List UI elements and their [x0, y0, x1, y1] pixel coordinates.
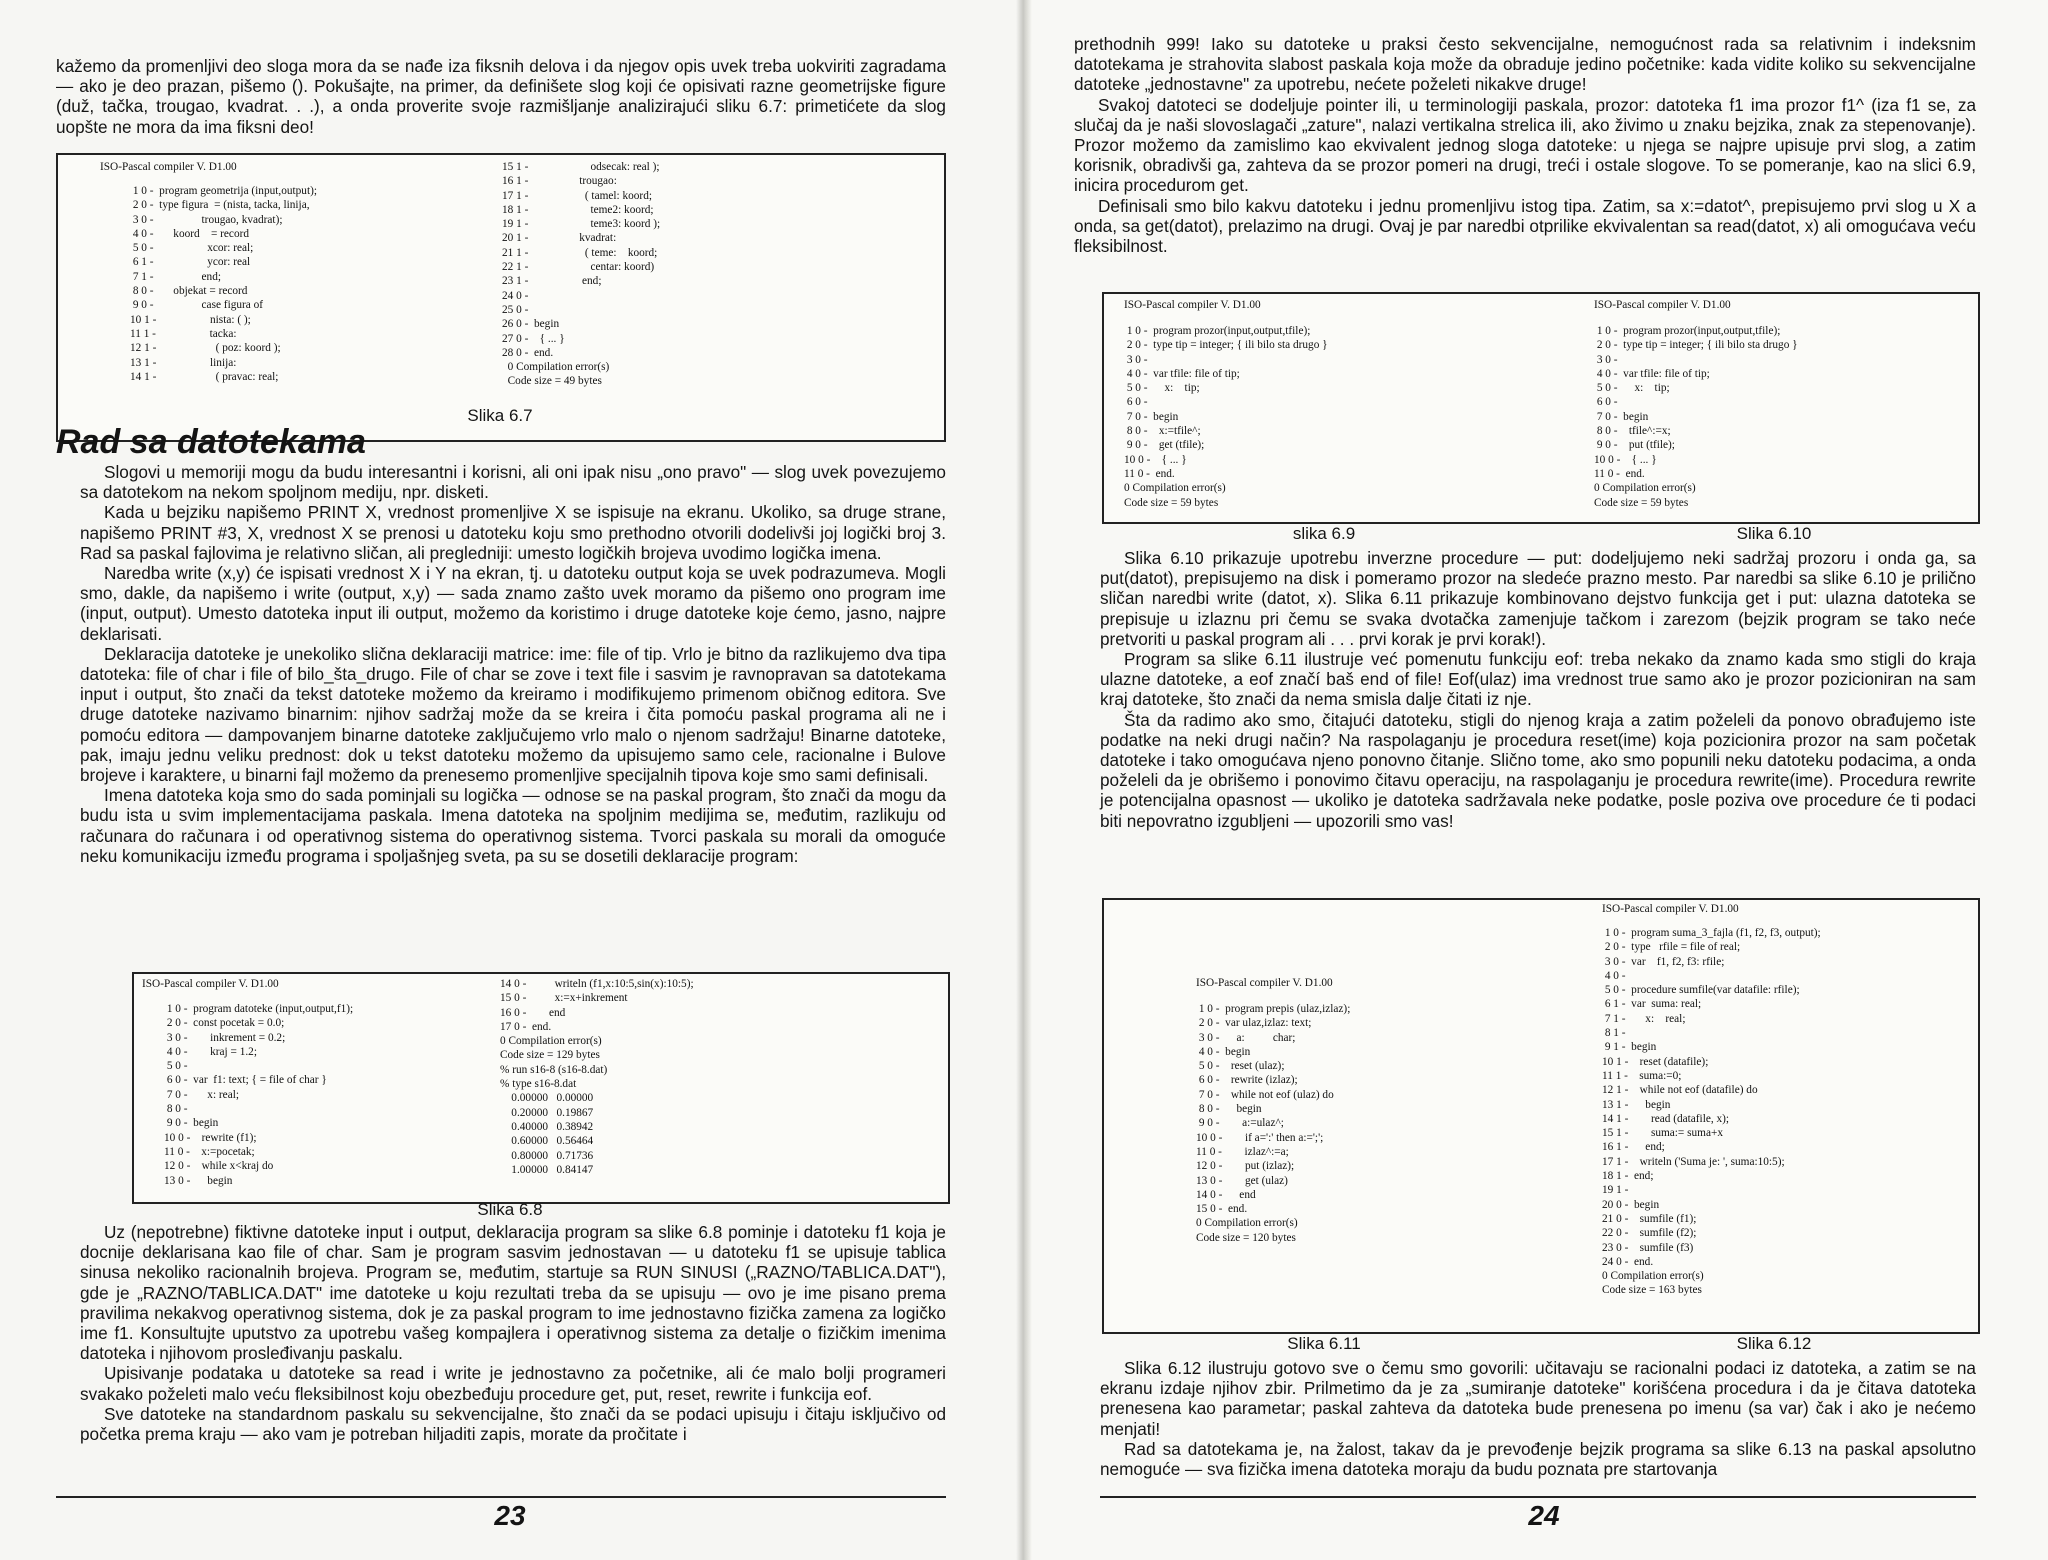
- code-column: 1 0 - program suma_3_fajla (f1, f2, f3, output); 2 0 - type rfile = file of real; 3 0 - var f1, f2, f3: rfile; 4 0 - 5 0 - procedure sumfile(var datafile: rfile); 6 1 - var suma: real; 7 1 - x: real; 8 1 - 9 1 - begin 10 1 - reset (datafile); 11 1 - suma:=0; 12 1 - while not eof (datafile) do 13 1 - begin 14 1 - read (datafile, x); 15 1 - suma:= suma+x 16 1 - end; 17 1 - writeln ('Suma je: ', suma:10:5); 18 1 - end; 19 1 - 20 0 - begin 21 0 - sumfile (f1); 22 0 - sumfile (f2); 23 0 - sumfile (f3) 24 0 - end. 0 Compilation error(s) Code size = 163 bytes: [1602, 927, 1821, 1297]
- section-heading: Rad sa datotekama: [56, 423, 366, 461]
- paragraph: Definisali smo bilo kakvu datoteku i jednu promenljivu istog tipa. Zatim, sa x:=datot^, prepisujemo prvi slog u X a onda, sa get(datot), prelazimo na drugi. Ovaj je par naredbi otprilike ekvivalentan sa read(datot, x) ali omogućava veću fleksibilnost.: [1074, 195, 1976, 257]
- figure-6-7-listing: [56, 153, 946, 442]
- code-column: 1 0 - program prepis (ulaz,izlaz); 2 0 - var ulaz,izlaz: text; 3 0 - a: char; 4 0 - begin 5 0 - reset (ulaz); 6 0 - rewrite (izlaz); 7 0 - while not eof (ulaz) do 8 0 - begin 9 0 - a:=ulaz^; 10 0 - if a=':' then a:=';'; 11 0 - izlaz^:=a; 12 0 - put (izlaz); 13 0 - get (ulaz) 14 0 - end 15 0 - end. 0 Compilation error(s) Code size = 120 bytes: [1196, 1003, 1351, 1244]
- code-column: 1 0 - program prozor(input,output,tfile); 2 0 - type tip = integer; { ili bilo sta drugo } 3 0 - 4 0 - var tfile: file of tip; 5 0 - x: tip; 6 0 - 7 0 - begin 8 0 - x:=tfile^; 9 0 - get (tfile); 10 0 - { ... } 11 0 - end. 0 Compilation error(s) Code size = 59 bytes: [1124, 325, 1328, 509]
- figure-caption: Slika 6.7: [467, 406, 533, 425]
- figure-caption: Slika 6.12: [1736, 1334, 1812, 1353]
- paragraph: Svakoj datoteci se dodeljuje pointer ili, u terminologiji paskala, prozor: datoteka f1 ima prozor f1^ (iza f1 se, za slučaj da je naši slovoslagači „zature", nalazi vertikalna strelica ili, ako živimo u znaku bejzika, znak za stepenovanje). Prozor možemo da zamislimo kao ekvivalent jednog sloga datoteke: u njega se najpre upisuje prvi slog, a zatim korisnik, obradivši ga, zahteva da se prozor pomeri na drugi, treći i ostale slogove. To se pomeranje, kao na slici 6.9, inicira procedurom get.: [1074, 94, 1976, 196]
- paragraph: Kada u bejziku napišemo PRINT X, vrednost promenljive X se ispisuje na ekranu. Ukoliko, sa druge strane, napišemo PRINT #3, X, vrednost X se prenosi u datoteku koju smo prethodno otvorili dodelivši joj logički broj 3. Rad sa paskal fajlovima je relativno sličan, ali pregledniji: umesto logičkih brojeva uvodimo logička imena.: [80, 502, 946, 563]
- paragraph: Upisivanje podataka u datoteke sa read i write je jednostavno za početnike, ali će malo bolji programeri svakako poželeti malo veću fleksibilnost koju obezbeđuju procedure get, put, reset, rewrite i funkcija eof.: [80, 1363, 946, 1404]
- code-column: 15 1 - odsecak: real ); 16 1 - trougao: 17 1 - ( tamel: koord; 18 1 - teme2: koord; 19 1 - teme3: koord ); 20 1 - kvadrat: 21 1 - ( teme: koord; 22 1 - centar: koord) 23 1 - end; 24 0 - 25 0 - 26 0 - begin 27 0 - { ... } 28 0 - end. 0 Compilation error(s) Code size = 49 bytes: [502, 161, 661, 388]
- compiler-header: ISO-Pascal compiler V. D1.00: [1594, 299, 1731, 311]
- paragraph: Rad sa datotekama je, na žalost, takav da je prevođenje bejzik programa sa slike 6.13 na paskal apsolutno nemoguće — sva fizička imena datoteka moraju da budu poznata pre startovanja: [1100, 1438, 1976, 1480]
- intro-text: [56, 56, 946, 137]
- figure-6-9-6-10-listing: [1102, 292, 1980, 524]
- code-column: 1 0 - program prozor(input,output,tfile); 2 0 - type tip = integer; { ili bilo sta drugo } 3 0 - 4 0 - var tfile: file of tip; 5 0 - x: tip; 6 0 - 7 0 - begin 8 0 - tfile^:=x; 9 0 - put (tfile); 10 0 - { ... } 11 0 - end. 0 Compilation error(s) Code size = 59 bytes: [1594, 325, 1798, 509]
- right-page: [1024, 0, 2048, 1560]
- paragraph: kažemo da promenljivi deo sloga mora da se nađe iza fiksnih delova i da njegov opis uvek treba uokviriti zagradama — ako je deo prazan, pišemo (). Pokušajte, na primer, da definišete slog koji će opisivati razne geometrijske figure (duž, tačka, trougao, kvadrat. . .), a onda proverite svoje razmišljanje analizirajući sliku 6.7: primetićete da slog uopšte ne mora da ima fiksni deo!: [56, 56, 946, 137]
- figure-caption: Slika 6.8: [477, 1200, 543, 1219]
- code-column: 1 0 - program datoteke (input,output,f1); 2 0 - const pocetak = 0.0; 3 0 - inkrement = 0.2; 4 0 - kraj = 1.2; 5 0 - 6 0 - var f1: text; { = file of char } 7 0 - x: real; 8 0 - 9 0 - begin 10 0 - rewrite (f1); 11 0 - x:=pocetak; 12 0 - while x<kraj do 13 0 - begin: [164, 1003, 354, 1187]
- paragraph: Deklaracija datoteke je unekoliko slična deklaraciji matrice: ime: file of tip. Vrlo je bitno da razlikujemo dva tipa datoteka: file of char i file of bilo_šta_drugo. File of char se zove i text file i sasvim je ravnopravan sa datotekama input i output, što znači da tekst datoteke možemo da kreiramo i modifikujemo primenom običnog editora. Sve druge datoteke nazivamo binarnim: njihov sadržaj može da se kreira i čita pomoću paskal programa ali ne i pomoću editora — dampovanjem binarne datoteke zaključujemo vrlo malo o njenom sadržaju! Binarne datoteke, pak, imaju jednu veliku prednost: dok u tekst datoteku možemo da upisujemo samo cele, racionalne i Bulove brojeve i karaktere, u binarni fajl možemo da prenesemo promenljive specijalnih tipova koje smo sami definisali.: [80, 643, 946, 786]
- compiler-header: ISO-Pascal compiler V. D1.00: [1602, 903, 1739, 915]
- figure-caption: Slika 6.11: [1287, 1334, 1361, 1353]
- compiler-header: ISO-Pascal compiler V. D1.00: [100, 161, 237, 173]
- compiler-header: ISO-Pascal compiler V. D1.00: [1124, 299, 1261, 311]
- compiler-header: ISO-Pascal compiler V. D1.00: [142, 978, 279, 990]
- paragraph: Sve datoteke na standardnom paskalu su sekvencijalne, što znači da se podaci upisuju i čitaju isključivo od početka prema kraju — ako vam je potreban hiljaditi zapis, morate da pročitate i: [80, 1403, 946, 1445]
- paragraph: prethodnih 999! Iako su datoteke u praksi često sekvencijalne, nemogućnost rada sa relativnim i indeksnim datotekama je strahovita slabost paskala koja može da obraduje jedino početnike: kada vidite koliko su sekvencijalne datoteke „jednostavne" za upotrebu, nećete poželeti nikakve druge!: [1074, 34, 1976, 95]
- page-number: 23: [494, 1500, 526, 1531]
- paragraph: Slika 6.12 ilustruju gotovo sve o čemu smo govorili: učitavaju se racionalni podaci iz datoteka, a zatim se na ekranu izdaje njihov zbir. Prilmetimo da je za „sumiranje datoteke" korišćena procedura i da je čitava datoteka prenesena kao parametar; paskal zahteva da datoteka bude prenesena po imenu (sa var) čak i ako je nećemo menjati!: [1100, 1358, 1976, 1439]
- paragraph: Naredba write (x,y) će ispisati vrednost X i Y na ekran, tj. u datoteku output koja se uvek podrazumeva. Mogli smo, dakle, da napišemo i write (output, x,y) — sada znamo zašto uvek moramo da pišemo ono program ime (input, output). Umesto datoteka input ili output, možemo da koristimo i druge datoteke koje ćemo, jasno, najpre deklarisati.: [80, 563, 946, 644]
- code-column: 1 0 - program geometrija (input,output); 2 0 - type figura = (nista, tacka, linija, 3 0 - trougao, kvadrat); 4 0 - koord = record 5 0 - xcor: real; 6 1 - ycor: real 7 1 - end; 8 0 - objekat = record 9 0 - case figura of 10 1 - nista: ( ); 11 1 - tacka: 12 1 - ( poz: koord ); 13 1 - linija: 14 1 - ( pravac: real;: [130, 185, 317, 383]
- figure-6-8-listing: [132, 972, 950, 1204]
- page-number: 24: [1528, 1500, 1560, 1531]
- figure-caption: slika 6.9: [1292, 524, 1356, 543]
- figure-caption: Slika 6.10: [1736, 524, 1812, 543]
- compiler-header: ISO-Pascal compiler V. D1.00: [1196, 977, 1333, 989]
- paragraph: Slogovi u memoriji mogu da budu interesantni i korisni, ali oni ipak nisu „ono pravo" — slog uvek povezujemo sa datotekom na nekom spoljnom mediju, npr. disketi.: [80, 462, 946, 503]
- paragraph: Program sa slike 6.11 ilustruje već pomenutu funkciju eof: treba nekako da znamo kada smo stigli do kraja ulazne datoteke, a eof značí baš end of file! Eof(ulaz) ima vrednost true samo ako je prozor pozicioniran na sam kraj datoteke, što znači da nema smisla dalje čitati iz nje.: [1100, 649, 1976, 710]
- body-text: [80, 462, 946, 866]
- paragraph: Imena datoteka koja smo do sada pominjali su logička — odnose se na paskal program, što znači da mogu da budu ista u svim implementacijama paskala. Imena datoteka na spoljnim medijima se, međutim, razlikuju od računara do računara i od operativnog sistema do operativnog sistema. Tvorci paskala su morali da omoguće neku komunikaciju između programa i spoljašnjeg sveta, pa su se dosetili deklaracije program:: [80, 785, 946, 866]
- body-text: [1074, 34, 1976, 256]
- body-text: [80, 1222, 946, 1444]
- paragraph: Slika 6.10 prikazuje upotrebu inverzne procedure — put: dodeljujemo neki sadržaj prozoru i onda ga, sa put(datot), prepisujemo na disk i pomeramo prozor na sledeće prazno mesto. Par naredbi sa slike 6.10 je prilično sličan naredbi write (datot, x). Slika 6.11 prikazuje kombinovano dejstvo funkcija get i put: ulazna datoteka se prepisuje u izlaznu pri čemu se svaka dvotačka zamenjuje tačkom i zarezom (bejzik program se tako neće pretvoriti u paskal program ali . . . prvi korak je prvi korak!).: [1100, 548, 1976, 649]
- footer-rule: [56, 1496, 946, 1498]
- footer-rule: [1100, 1496, 1976, 1498]
- figure-6-11-6-12-listing: [1102, 898, 1980, 1334]
- paragraph: Uz (nepotrebne) fiktivne datoteke input i output, deklaracija program sa slike 6.8 pominje i datoteku f1 koja je docnije deklarisana kao file of char. Sam je program sasvim jednostavan — u datoteku f1 se upisuje tablica sinusa nekoliko racionalnih brojeva. Program se, međutim, startuje sa RUN SINUSI („RAZNO/TABLICA.DAT"), gde je „RAZNO/TABLICA.DAT" ime datoteke u koju rezultati treba da se upisuju — ovo je ime pisano prema pravilima nekakvog operativnog sistema, dok je za paskal program to ime jednostavno fizička zamena za logičko ime f1. Konsultujte uputstvo za upotrebu vašeg kompajlera i operativnog sistema za detalje o fizičkim imenima datoteka i njihovom prosleđivanju paskalu.: [80, 1222, 946, 1364]
- page-fold: [1016, 0, 1032, 1560]
- code-column: 14 0 - writeln (f1,x:10:5,sin(x):10:5); 15 0 - x:=x+inkrement 16 0 - end 17 0 - end. 0 Compilation error(s) Code size = 129 bytes % run s16-8 (s16-8.dat) % type s16-8.dat 0.00000 0.00000 0.20000 0.19867 0.40000 0.38942 0.60000 0.56464 0.80000 0.71736 1.00000 0.84147: [500, 978, 694, 1176]
- body-text: [1100, 548, 1976, 831]
- body-text: [1100, 1358, 1976, 1479]
- paragraph: Šta da radimo ako smo, čitajući datoteku, stigli do njenog kraja a zatim poželeli da ponovo obrađujemo iste podatke na neki drugi način? Na raspolaganju je procedura reset(ime) koja pozicionira prozor na sam početak datoteke i tako omogućava njeno ponovno čitanje. Slično tome, ako smo popunili neku datoteku podacima, a onda poželeli da je obrišemo i ponovimo čitavu operaciju, na raspolaganju je procedura rewrite(ime). Procedura rewrite je potencijalna opasnost — ukoliko je datoteka sadržavala neke podatke, posle poziva ove procedure će ti podaci biti nepovratno izgubljeni — upozorili smo vas!: [1100, 709, 1976, 831]
